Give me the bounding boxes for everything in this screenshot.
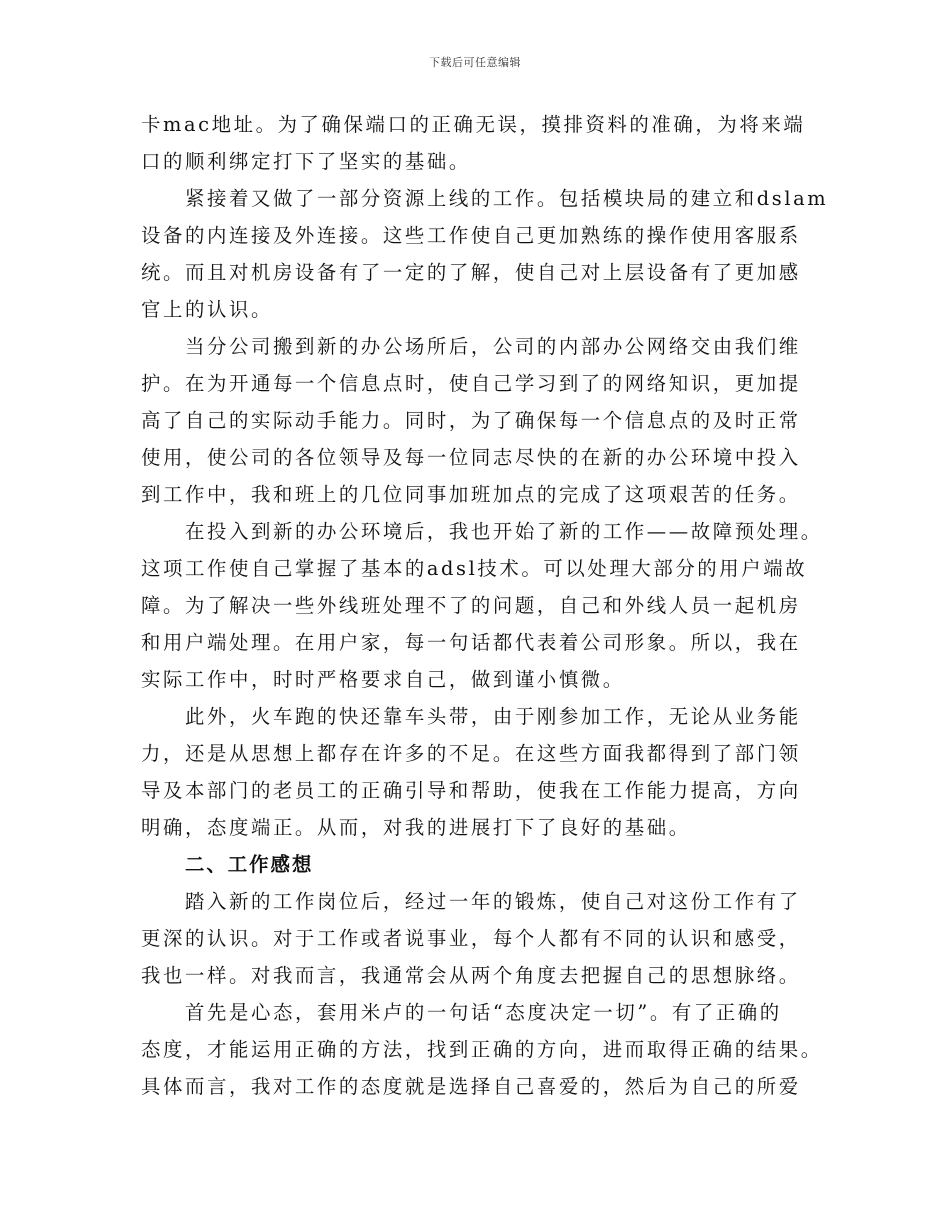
text-line: 明确，态度端正。从而，对我的进展打下了良好的基础。 bbox=[141, 816, 691, 839]
text-line: 高了自己的实际动手能力。同时，为了确保每一个信息点的及时正常 bbox=[141, 409, 801, 432]
text-line: 首先是心态，套用米卢的一句话“态度决定一切”。有了正确的 bbox=[185, 1001, 782, 1024]
document-body bbox=[141, 106, 829, 1105]
text-line: 这项工作使自己掌握了基本的adsl技术。可以处理大部分的用户端故 bbox=[141, 557, 808, 580]
text-line: 设备的内连接及外连接。这些工作使自己更加熟练的操作使用客服系 bbox=[141, 224, 801, 247]
text-line: 在投入到新的办公环境后，我也开始了新的工作——故障预处理。 bbox=[185, 520, 823, 543]
text-line: 护。在为开通每一个信息点时，使自己学习到了的网络知识，更加提 bbox=[141, 372, 801, 395]
text-line: 障。为了解决一些外线班处理不了的问题，自己和外线人员一起机房 bbox=[141, 594, 801, 617]
text-line: 紧接着又做了一部分资源上线的工作。包括模块局的建立和dslam bbox=[185, 187, 829, 210]
text-line: 统。而且对机房设备有了一定的了解，使自己对上层设备有了更加感 bbox=[141, 261, 801, 284]
text-line: 态度，才能运用正确的方法，找到正确的方向，进而取得正确的结果。 bbox=[141, 1038, 823, 1061]
text-line: 更深的认识。对于工作或者说事业，每个人都有不同的认识和感受， bbox=[141, 927, 801, 950]
text-line: 我也一样。对我而言，我通常会从两个角度去把握自己的思想脉络。 bbox=[141, 964, 801, 987]
text-line: 到工作中，我和班上的几位同事加班加点的完成了这项艰苦的任务。 bbox=[141, 483, 801, 506]
text-line: 此外，火车跑的快还靠车头带，由于刚参加工作，无论从业务能 bbox=[185, 705, 801, 728]
text-line: 具体而言，我对工作的态度就是选择自己喜爱的，然后为自己的所爱 bbox=[141, 1075, 801, 1098]
text-line: 和用户端处理。在用户家，每一句话都代表着公司形象。所以，我在 bbox=[141, 631, 801, 654]
text-line: 力，还是从思想上都存在许多的不足。在这些方面我都得到了部门领 bbox=[141, 742, 801, 765]
text-line: 卡mac地址。为了确保端口的正确无误，摸排资料的准确，为将来端 bbox=[141, 113, 806, 136]
text-line: 使用，使公司的各位领导及每一位同志尽快的在新的办公环境中投入 bbox=[141, 446, 801, 469]
page-header: 下载后可任意编辑 bbox=[429, 56, 521, 69]
text-line: 当分公司搬到新的办公场所后，公司的内部办公网络交由我们维 bbox=[185, 335, 801, 358]
text-line: 实际工作中，时时严格要求自己，做到谨小慎微。 bbox=[141, 668, 625, 691]
text-line: 口的顺利绑定打下了坚实的基础。 bbox=[141, 150, 471, 173]
text-line: 导及本部门的老员工的正确引导和帮助，使我在工作能力提高，方向 bbox=[141, 779, 801, 802]
text-line: 踏入新的工作岗位后，经过一年的锻炼，使自己对这份工作有了 bbox=[185, 890, 801, 913]
text-line: 官上的认识。 bbox=[141, 298, 273, 321]
section-heading: 二、工作感想 bbox=[185, 853, 314, 876]
